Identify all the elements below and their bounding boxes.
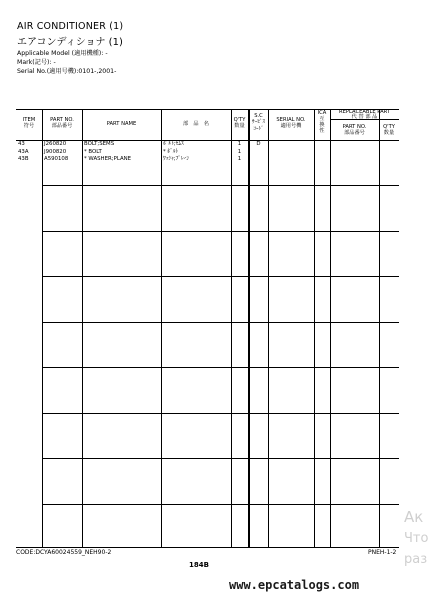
- header-part-name: PART NAME: [106, 121, 137, 127]
- column-divider: [82, 110, 83, 547]
- header-replaceable-part: REPLACEABLE PART 代 替 部 品: [338, 109, 391, 120]
- column-divider: [268, 110, 269, 547]
- mark-label: Mark(記号): -: [17, 59, 56, 66]
- header-item: ITEM 符号: [22, 117, 36, 130]
- header-serial-no: SERIAL NO. 適用号機: [276, 117, 306, 130]
- row-divider: [42, 231, 399, 232]
- page-title: AIR CONDITIONER (1): [17, 21, 124, 32]
- page-number: 184B: [189, 561, 209, 569]
- watermark-text: раз: [404, 552, 428, 567]
- table-row: 43A: [18, 148, 29, 155]
- row-divider: [42, 185, 399, 186]
- column-divider: [248, 110, 250, 547]
- parts-table: [16, 109, 399, 548]
- header-service-code: S.C ｻｰﾋﾞｽ ｺｰﾄﾞ: [252, 113, 265, 132]
- row-divider: [42, 322, 399, 323]
- column-divider: [330, 110, 331, 547]
- header-part-name-jp: 部 品 名: [183, 121, 209, 127]
- part-no-column: J260820 J900820 A590108: [44, 141, 69, 162]
- watermark-text: Что: [404, 531, 428, 546]
- header-replaceable-part-no: PART NO. 部品番号: [342, 124, 367, 137]
- row-divider: [42, 276, 399, 277]
- row-divider: [42, 504, 399, 505]
- page-reference: PNEH-1-2: [368, 549, 397, 556]
- column-divider: [161, 110, 162, 547]
- header-replaceable-qty: Q'TY 数量: [383, 124, 395, 137]
- header-qty: Q'TY 数量: [233, 117, 246, 130]
- column-divider: [379, 110, 380, 547]
- header-part-no: PART NO. 部品番号: [50, 117, 74, 130]
- part-name-jp-column: ﾎﾞﾙﾄ;ｾﾑｽ * ﾎﾞﾙﾄ ﾜｯｼｬ;ﾌﾟﾚｰﾝ: [163, 141, 190, 162]
- header-interchangeability: ICA 互 換 性: [317, 110, 327, 134]
- website-url[interactable]: www.epcatalogs.com: [229, 578, 360, 592]
- watermark-text: Ак: [404, 508, 424, 526]
- column-divider: [231, 110, 232, 547]
- applicable-model: Applicable Model (適用機種): -: [17, 50, 108, 57]
- table-row: 43B: [18, 156, 29, 162]
- row-divider: [42, 367, 399, 368]
- header-divider: [16, 140, 399, 141]
- column-divider: [314, 110, 315, 547]
- part-name-column: BOLT;SEMS * BOLT * WASHER;PLANE: [84, 141, 132, 162]
- service-code-column: D: [256, 141, 261, 147]
- page-title-japanese: エアコンディショナ (1): [17, 37, 123, 48]
- row-divider: [42, 458, 399, 459]
- column-divider: [42, 110, 43, 547]
- serial-number: Serial No.(適用号機):0101-,2001-: [17, 68, 117, 75]
- table-row: 43: [18, 141, 25, 147]
- document-code: CODE:DCYA60024559_NEH90-2: [16, 549, 112, 556]
- item-column: [18, 141, 29, 164]
- row-divider: [42, 413, 399, 414]
- qty-column: 1 1 1: [237, 141, 242, 162]
